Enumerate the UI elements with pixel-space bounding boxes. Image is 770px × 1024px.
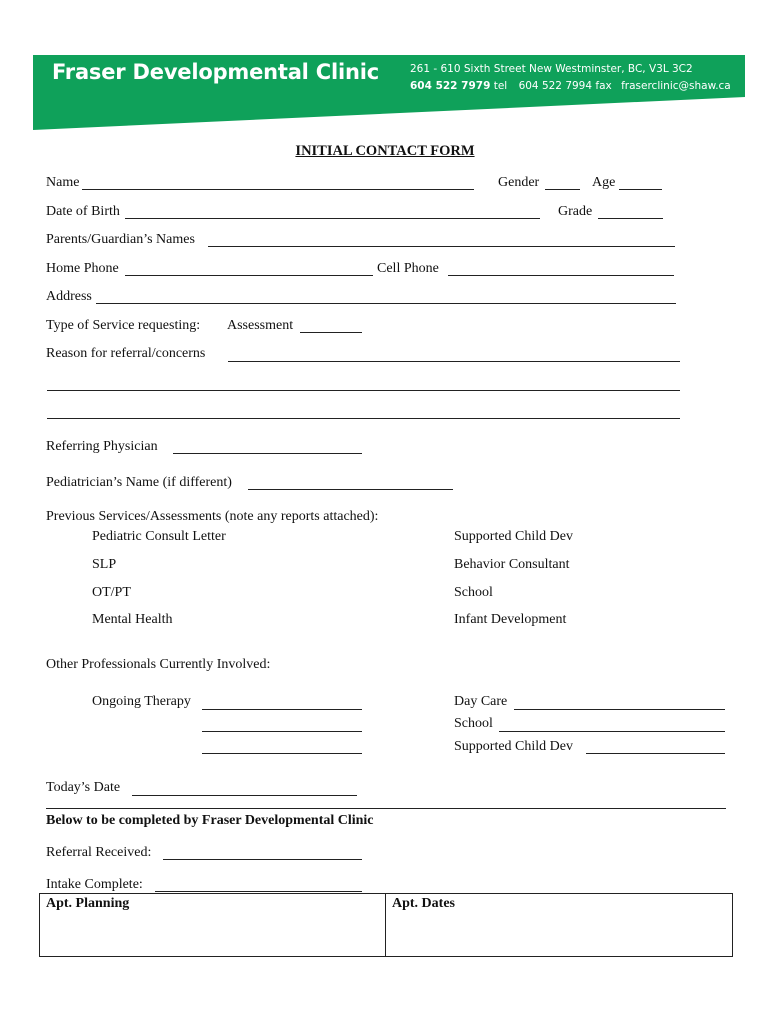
clinic-name: Fraser Developmental Clinic xyxy=(52,60,380,84)
intake-complete-label: Intake Complete: xyxy=(46,877,143,892)
school-label: School xyxy=(454,716,493,731)
gender-field[interactable] xyxy=(545,189,580,190)
name-field[interactable] xyxy=(82,189,474,190)
service-label: Type of Service requesting: xyxy=(46,318,201,333)
clinic-fax-label: fax xyxy=(595,80,612,92)
todays-date-label: Today’s Date xyxy=(46,780,121,795)
parents-field[interactable] xyxy=(208,246,675,247)
home-phone-label: Home Phone xyxy=(46,261,119,276)
previous-services-label: Previous Services/Assessments (note any reports attached): xyxy=(46,509,379,524)
school-field[interactable] xyxy=(499,731,725,732)
cell-phone-field[interactable] xyxy=(448,275,674,276)
reason-label: Reason for referral/concerns xyxy=(46,346,206,361)
apt-planning-cell[interactable] xyxy=(40,894,386,957)
previous-item-infant-development: Infant Development xyxy=(454,612,567,627)
apt-dates-label: Apt. Dates xyxy=(392,896,455,911)
section-divider xyxy=(46,808,726,809)
dob-label: Date of Birth xyxy=(46,204,120,219)
previous-item-behavior-consultant: Behavior Consultant xyxy=(454,557,570,572)
referring-physician-label: Referring Physician xyxy=(46,439,158,454)
ongoing-therapy-label: Ongoing Therapy xyxy=(92,694,191,709)
pediatrician-label: Pediatrician’s Name (if different) xyxy=(46,475,232,490)
other-professionals-label: Other Professionals Currently Involved: xyxy=(46,657,271,672)
previous-item-school: School xyxy=(454,585,493,600)
grade-field[interactable] xyxy=(598,218,663,219)
previous-item-pediatric-consult: Pediatric Consult Letter xyxy=(92,529,226,544)
ongoing-therapy-field-1[interactable] xyxy=(202,709,362,710)
home-phone-field[interactable] xyxy=(125,275,373,276)
ongoing-therapy-field-2[interactable] xyxy=(202,731,362,732)
reason-field-1[interactable] xyxy=(228,361,680,362)
name-label: Name xyxy=(46,175,80,190)
supported-child-dev-field[interactable] xyxy=(586,753,725,754)
previous-item-slp: SLP xyxy=(92,557,117,572)
reason-field-3[interactable] xyxy=(47,418,680,419)
referral-received-label: Referral Received: xyxy=(46,845,152,860)
intake-complete-field[interactable] xyxy=(155,891,362,892)
previous-item-mental-health: Mental Health xyxy=(92,612,173,627)
cell-phone-label: Cell Phone xyxy=(377,261,439,276)
reason-field-2[interactable] xyxy=(47,390,680,391)
referring-physician-field[interactable] xyxy=(173,453,362,454)
address-field[interactable] xyxy=(96,303,676,304)
previous-item-ot-pt: OT/PT xyxy=(92,585,131,600)
day-care-field[interactable] xyxy=(514,709,725,710)
clinic-phone-label: tel xyxy=(493,80,508,92)
clinic-address: 261 - 610 Sixth Street New Westminster, BC, V3L 3C2 xyxy=(410,63,693,75)
dob-field[interactable] xyxy=(125,218,540,219)
pediatrician-field[interactable] xyxy=(248,489,453,490)
day-care-label: Day Care xyxy=(454,694,508,709)
clinic-fax: 604 522 7994 xyxy=(518,80,593,92)
service-option-assessment: Assessment xyxy=(227,318,294,333)
grade-label: Grade xyxy=(558,204,593,219)
referral-received-field[interactable] xyxy=(163,859,362,860)
appointment-table xyxy=(39,893,733,957)
gender-label: Gender xyxy=(498,175,540,190)
todays-date-field[interactable] xyxy=(132,795,357,796)
assessment-field[interactable] xyxy=(300,332,362,333)
clinic-section-heading: Below to be completed by Fraser Developmental Clinic xyxy=(46,813,374,828)
clinic-phone: 604 522 7979 xyxy=(410,80,491,92)
address-label: Address xyxy=(46,289,92,304)
apt-planning-label: Apt. Planning xyxy=(46,896,130,911)
supported-child-dev-label: Supported Child Dev xyxy=(454,739,573,754)
clinic-email: fraserclinic@shaw.ca xyxy=(621,80,731,92)
form-title: INITIAL CONTACT FORM xyxy=(295,143,475,159)
age-field[interactable] xyxy=(619,189,662,190)
ongoing-therapy-field-3[interactable] xyxy=(202,753,362,754)
previous-item-supported-child-dev: Supported Child Dev xyxy=(454,529,573,544)
apt-dates-cell[interactable] xyxy=(386,894,733,957)
age-label: Age xyxy=(592,175,616,190)
clinic-contact-line xyxy=(410,80,731,92)
parents-label: Parents/Guardian’s Names xyxy=(46,232,195,247)
